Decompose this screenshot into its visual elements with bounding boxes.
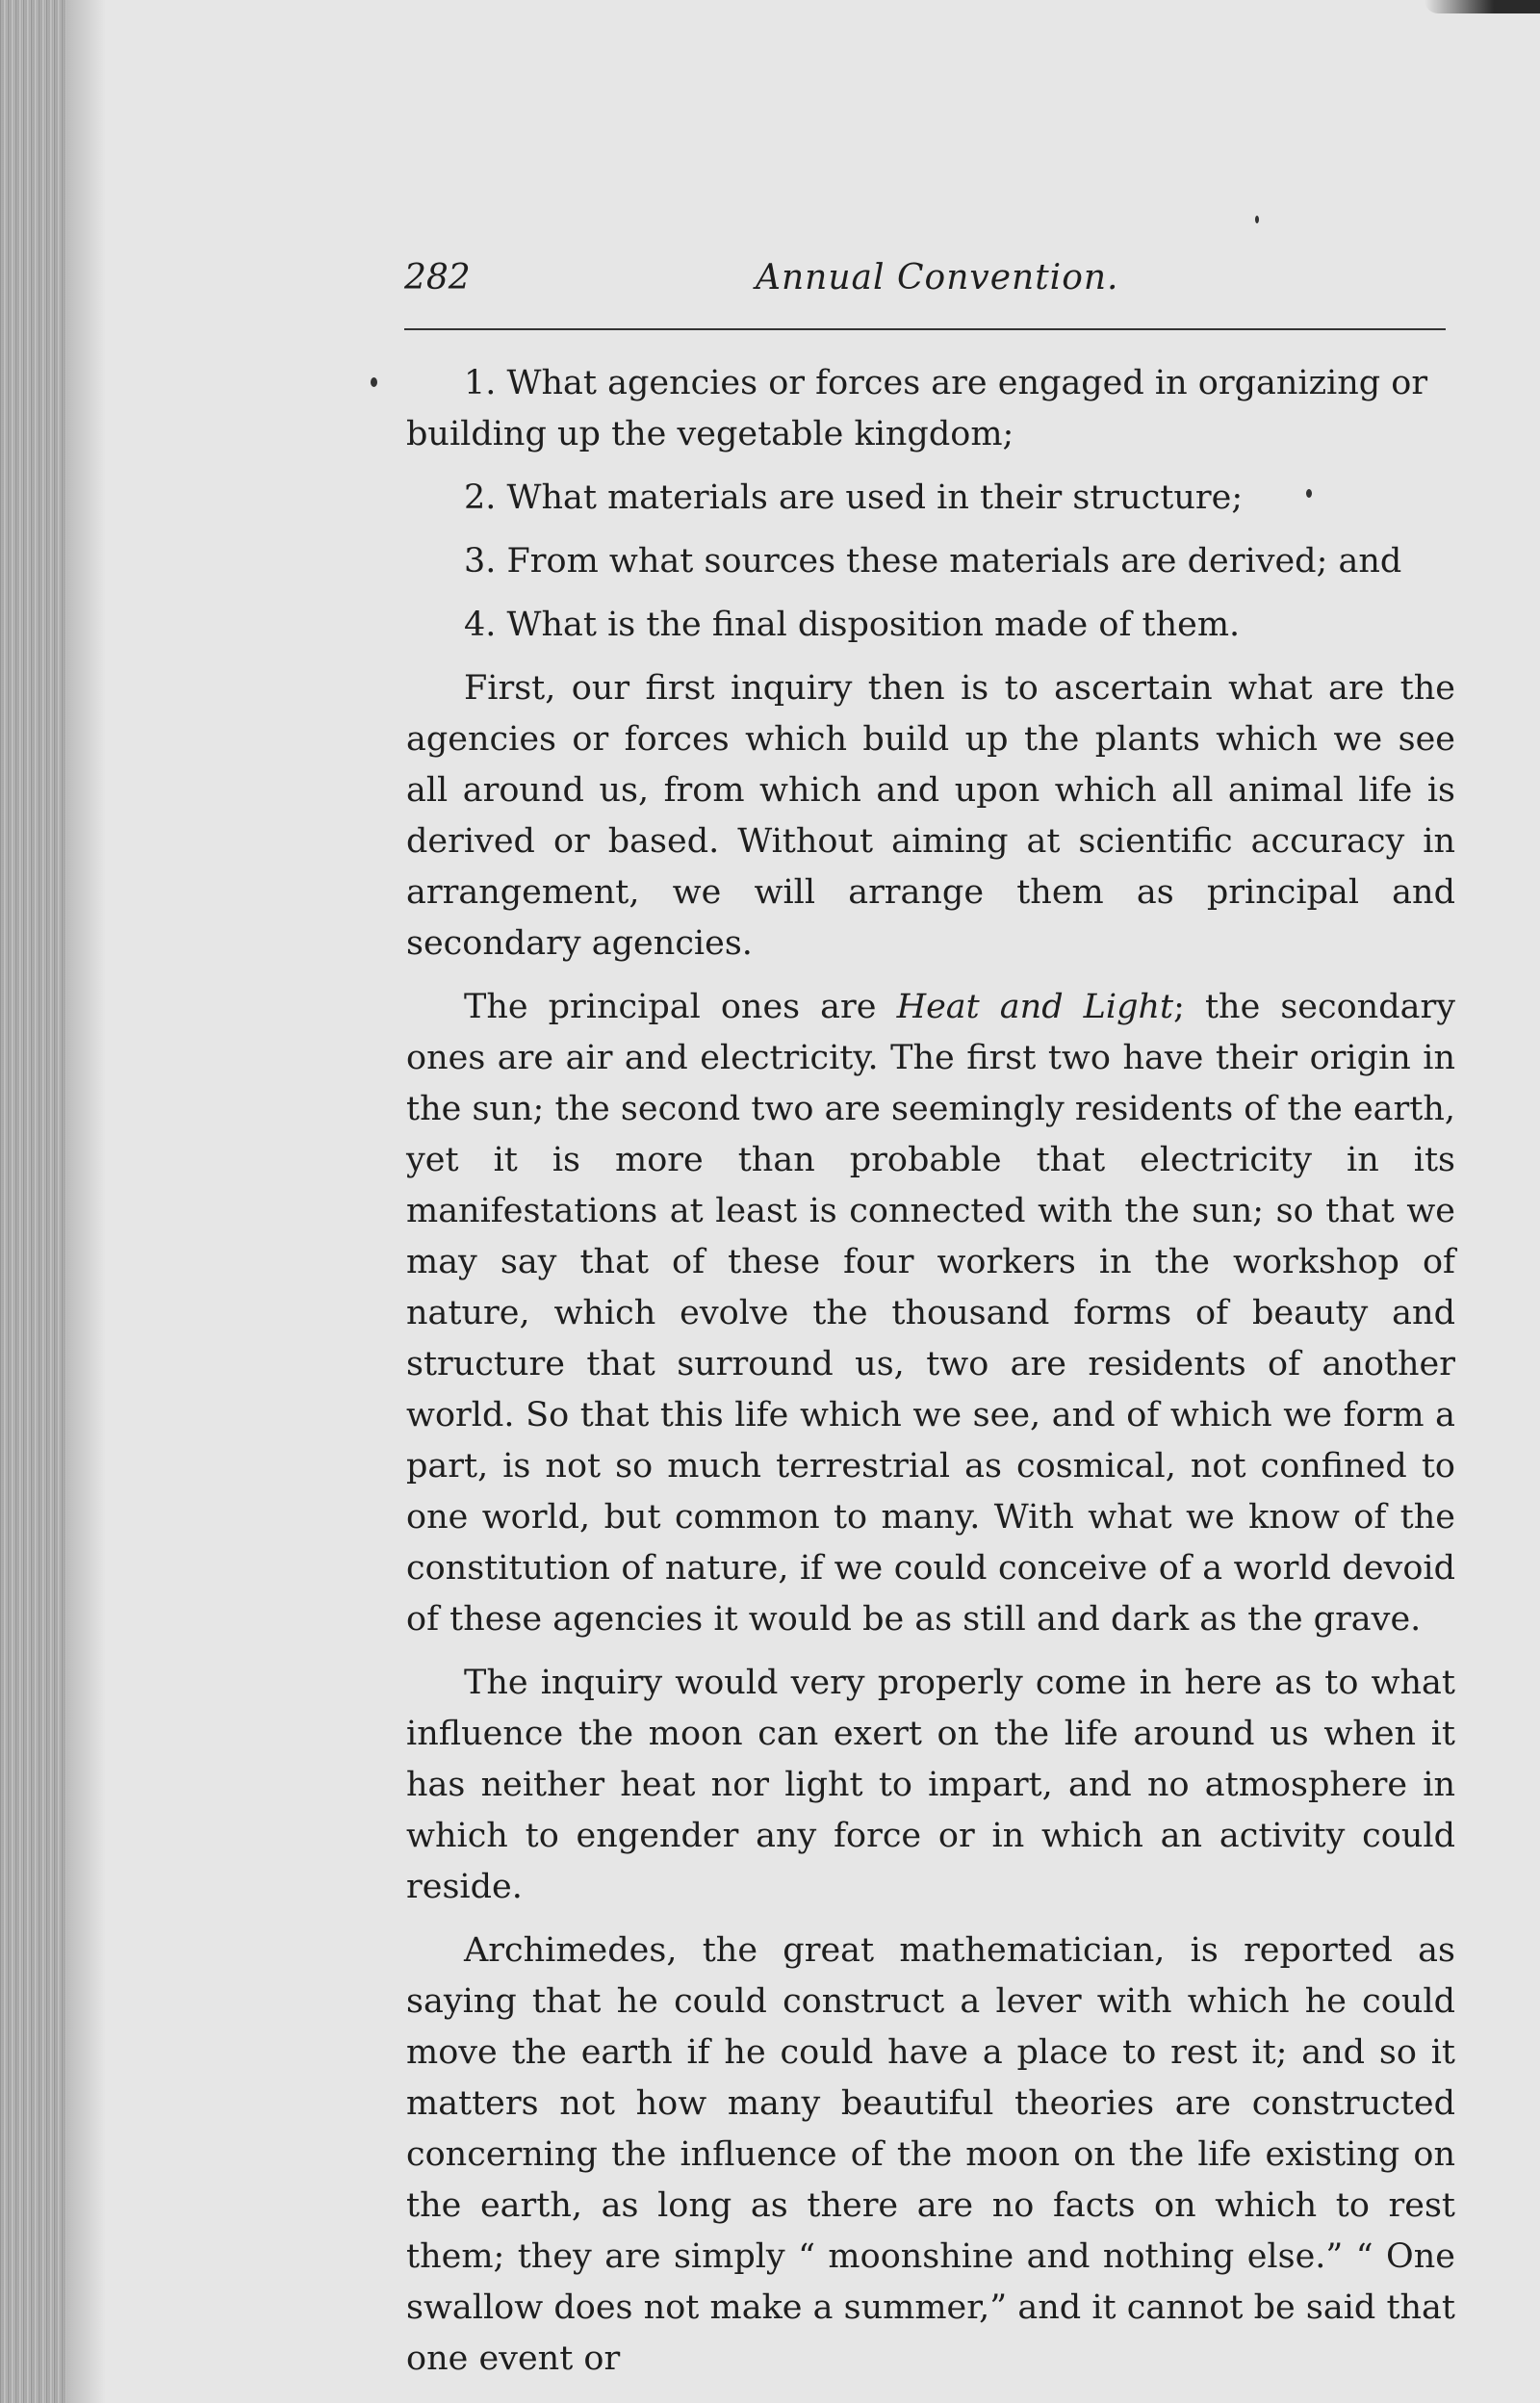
paragraph-moon-inquiry: The inquiry would very properly come in here as to what influence the moon can exert on the life around us when it has neither heat nor light to impart, and no atmosphere in which to engender any force or in which an activity could reside. <box>406 1664 1455 1906</box>
ink-speck <box>371 377 377 387</box>
running-title: Annual Convention. <box>756 258 1119 297</box>
ink-speck <box>1255 216 1259 223</box>
paragraph-first-inquiry: First, our first inquiry then is to ascertain what are the agencies or forces which build up the plants which we see all around us, from which and upon which all animal life is derived or based. Without aiming at scientific accuracy in arrangement, we will arrange them as principal and secondary agencies. <box>406 669 1455 963</box>
page-number: 282 <box>404 258 471 297</box>
running-head <box>404 258 1446 316</box>
book-page-edge <box>0 0 67 2403</box>
list-item-3: 3. From what sources these materials are derived; and <box>464 542 1402 581</box>
scan-corner-shadow <box>1424 0 1540 13</box>
ink-speck <box>1306 489 1312 498</box>
paragraph-archimedes: Archimedes, the great mathematician, is reported as saying that he could construct a lever with which he could move the earth if he could have a place to rest it; and so it matters not how many beautiful theories are constructed concerning the influence of the moon on the life existing on the earth, as long as there are no facts on which to rest them; they are simply “ moonshine and nothing else.” “ One swallow does not make a summer,” and it cannot be said that one event or <box>406 1931 1455 2378</box>
paragraph-2-before: The principal ones are <box>464 988 897 1026</box>
body-text <box>406 358 1455 2385</box>
list-item-4: 4. What is the final disposition made of them. <box>464 606 1241 644</box>
gutter-shadow <box>67 0 106 2403</box>
paragraph-2-after: ; the secondary ones are air and electricity. The first two have their origin in the sun; the second two are seemingly residents of the earth, yet it is more than probable that electricity in its manifestations at least is connected with the sun; so that we may say that of these four workers in the workshop of nature, which evolve the thousand forms of beauty and structure that surround us, two are residents of another world. So that this life which we see, and of which we form a part, is not so much terrestrial as cosmical, not confined to one world, but common to many. With what we know of the constitution of nature, if we could conceive of a world devoid of these agencies it would be as still and dark as the grave. <box>406 988 1455 1639</box>
list-item-2: 2. What materials are used in their structure; <box>464 478 1244 517</box>
emphasis-heat-and-light: Heat and Light <box>896 988 1174 1026</box>
header-rule <box>404 328 1446 330</box>
list-item-1: 1. What agencies or forces are engaged in organizing or building up the vegetable kingdom; <box>406 364 1428 453</box>
paragraph-principal-agencies <box>406 982 1455 1645</box>
